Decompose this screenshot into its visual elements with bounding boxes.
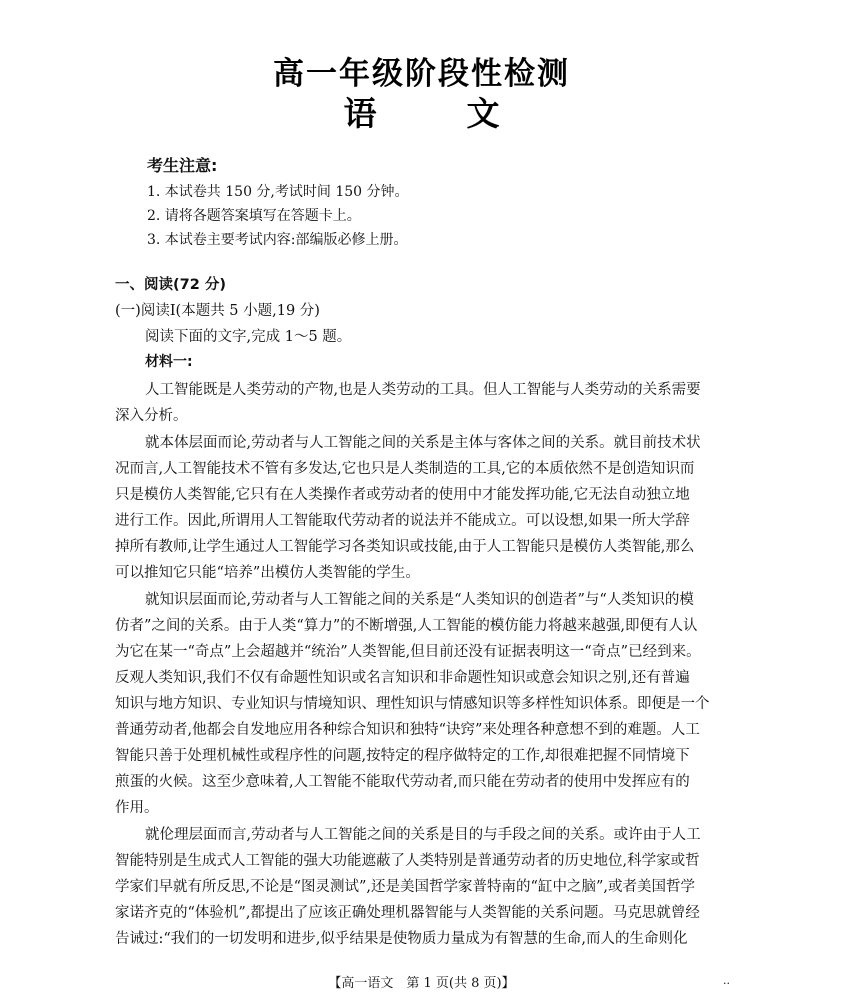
body-line: 就知识层面而论,劳动者与人工智能之间的关系是“人类知识的创造者”与“人类知识的模 (145, 592, 694, 608)
corner-mark: .. (723, 974, 730, 987)
body-line: 况而言,人工智能技术不管有多发达,它也只是人类制造的工具,它的本质依然不是创造知识而 (115, 461, 695, 477)
body-line: 掉所有教师,让学生通过人工智能学习各类知识或技能,由于人工智能只是模仿人类智能,那么 (115, 539, 695, 555)
page-footer: 【高一语文 第 1 页(共 8 页)】 (328, 976, 515, 991)
body-line: 可以推知它只能“培养”出模仿人类智能的学生。 (115, 565, 420, 581)
notice-item: 1. 本试卷共 150 分,考试时间 150 分钟。 (147, 184, 409, 200)
notice-heading: 考生注意: (147, 156, 218, 175)
body-line: 家诺齐克的“体验机”,都提出了应该正确处理机器智能与人类智能的关系问题。马克思就曾经 (115, 905, 700, 921)
section-sub: (一)阅读Ⅰ(本题共 5 小题,19 分) (115, 303, 320, 319)
body-line: 进行工作。因此,所谓用人工智能取代劳动者的说法并不能成立。可以设想,如果一所大学辞 (115, 513, 690, 529)
subject-char-1: 语 (343, 94, 377, 133)
body-line: 就伦理层面而言,劳动者与人工智能之间的关系是目的与手段之间的关系。或许由于人工 (145, 827, 701, 843)
body-line: 智能只善于处理机械性或程序性的问题,按特定的程序做特定的工作,却很难把握不同情境下 (115, 748, 690, 764)
body-line: 仿者”之间的关系。由于人类“算力”的不断增强,人工智能的模仿能力将越来越强,即便有人认 (115, 618, 698, 634)
body-line: 只是模仿人类智能,它只有在人类操作者或劳动者的使用中才能发挥功能,它无法自动独立地 (115, 487, 690, 503)
body-line: 普通劳动者,他都会自发地应用各种综合知识和独特“诀窍”来处理各种意想不到的难题。人工 (115, 722, 700, 738)
instruction: 阅读下面的文字,完成 1～5 题。 (145, 329, 352, 345)
body-line: 煎蛋的火候。这至少意味着,人工智能不能取代劳动者,而只能在劳动者的使用中发挥应有的 (115, 774, 690, 790)
section-part: 一、阅读(72 分) (115, 277, 226, 293)
subject-title (0, 88, 843, 135)
body-line: 为它在某一“奇点”上会超越并“统治”人类智能,但目前还没有证据表明这一“奇点”已经到来。 (115, 644, 701, 660)
body-line: 知识与地方知识、专业知识与情境知识、理性知识与情感知识等多样性知识体系。即便是一个 (115, 696, 710, 712)
body-line: 智能特别是生成式人工智能的强大功能遮蔽了人类特别是普通劳动者的历史地位,科学家或哲 (115, 853, 700, 869)
body-line: 作用。 (115, 800, 159, 816)
subject-char-2: 文 (466, 94, 500, 133)
page-title: 高一年级阶段性检测 (273, 56, 570, 92)
notice-item: 3. 本试卷主要考试内容:部编版必修上册。 (147, 232, 408, 248)
body-line: 反观人类知识,我们不仅有命题性知识或名言知识和非命题性知识或意会知识之别,还有普遍 (115, 670, 690, 686)
body-line: 告诫过:“我们的一切发明和进步,似乎结果是使物质力量成为有智慧的生命,而人的生命则化 (115, 931, 688, 947)
body-line: 就本体层面而论,劳动者与人工智能之间的关系是主体与客体之间的关系。就目前技术状 (145, 435, 701, 451)
body-line: 深入分析。 (115, 408, 188, 424)
material-label: 材料一: (145, 354, 193, 370)
body-line: 学家们早就有所反思,不论是“图灵测试”,还是美国哲学家普特南的“缸中之脑”,或者美国哲学 (115, 879, 695, 895)
body-line: 人工智能既是人类劳动的产物,也是人类劳动的工具。但人工智能与人类劳动的关系需要 (145, 382, 701, 398)
notice-item: 2. 请将各题答案填写在答题卡上。 (147, 208, 361, 224)
